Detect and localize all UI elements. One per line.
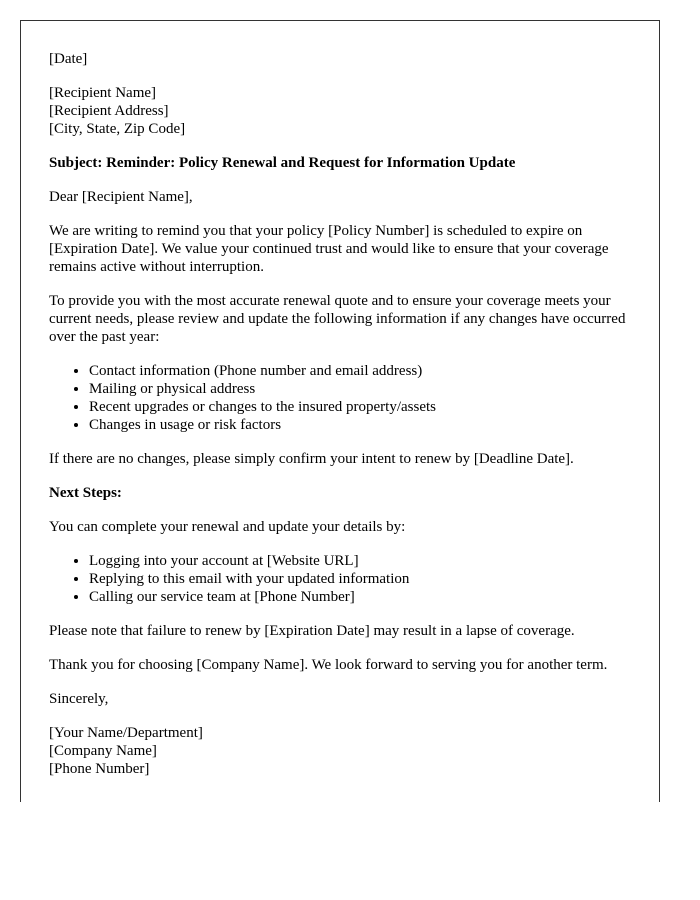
salutation: Dear [Recipient Name], (49, 189, 193, 205)
info-list (49, 362, 629, 434)
paragraph-review: To provide you with the most accurate renewal quote and to ensure your coverage meets your current needs, please review and update the following information if any changes have occurred over the past year: (49, 293, 626, 345)
recipient-address: [Recipient Address] (49, 103, 169, 119)
date: [Date] (49, 51, 88, 67)
list-item: • Replying to this email with your updated information (89, 570, 629, 588)
letter-page (20, 20, 660, 802)
paragraph-confirm: If there are no changes, please simply confirm your intent to renew by [Deadline Date]. (49, 451, 574, 467)
signature-company: [Company Name] (49, 743, 157, 759)
recipient-city: [City, State, Zip Code] (49, 121, 186, 137)
subject-line: Subject: Reminder: Policy Renewal and Request for Information Update (49, 155, 516, 171)
list-item: • Changes in usage or risk factors (89, 416, 629, 434)
list-item: • Recent upgrades or changes to the insured property/assets (89, 398, 629, 416)
next-steps-heading: Next Steps: (49, 485, 122, 501)
letter-body (49, 50, 629, 794)
paragraph-thanks: Thank you for choosing [Company Name]. We look forward to serving you for another term. (49, 657, 608, 673)
closing: Sincerely, (49, 691, 109, 707)
steps-list (49, 552, 629, 606)
list-item: • Calling our service team at [Phone Number] (89, 588, 629, 606)
recipient-block (49, 84, 629, 138)
paragraph-steps-intro: You can complete your renewal and update your details by: (49, 519, 406, 535)
list-item: • Mailing or physical address (89, 380, 629, 398)
signature-block (49, 724, 629, 778)
list-item: • Logging into your account at [Website URL] (89, 552, 629, 570)
signature-name: [Your Name/Department] (49, 725, 203, 741)
signature-phone: [Phone Number] (49, 761, 150, 777)
recipient-name: [Recipient Name] (49, 85, 157, 101)
list-item: • Contact information (Phone number and email address) (89, 362, 629, 380)
paragraph-intro: We are writing to remind you that your policy [Policy Number] is scheduled to expire on [Expiration Date]. We value your continued trust and would like to ensure that your coverage remains active without interruption. (49, 223, 609, 275)
paragraph-lapse-note: Please note that failure to renew by [Expiration Date] may result in a lapse of coverage. (49, 623, 575, 639)
